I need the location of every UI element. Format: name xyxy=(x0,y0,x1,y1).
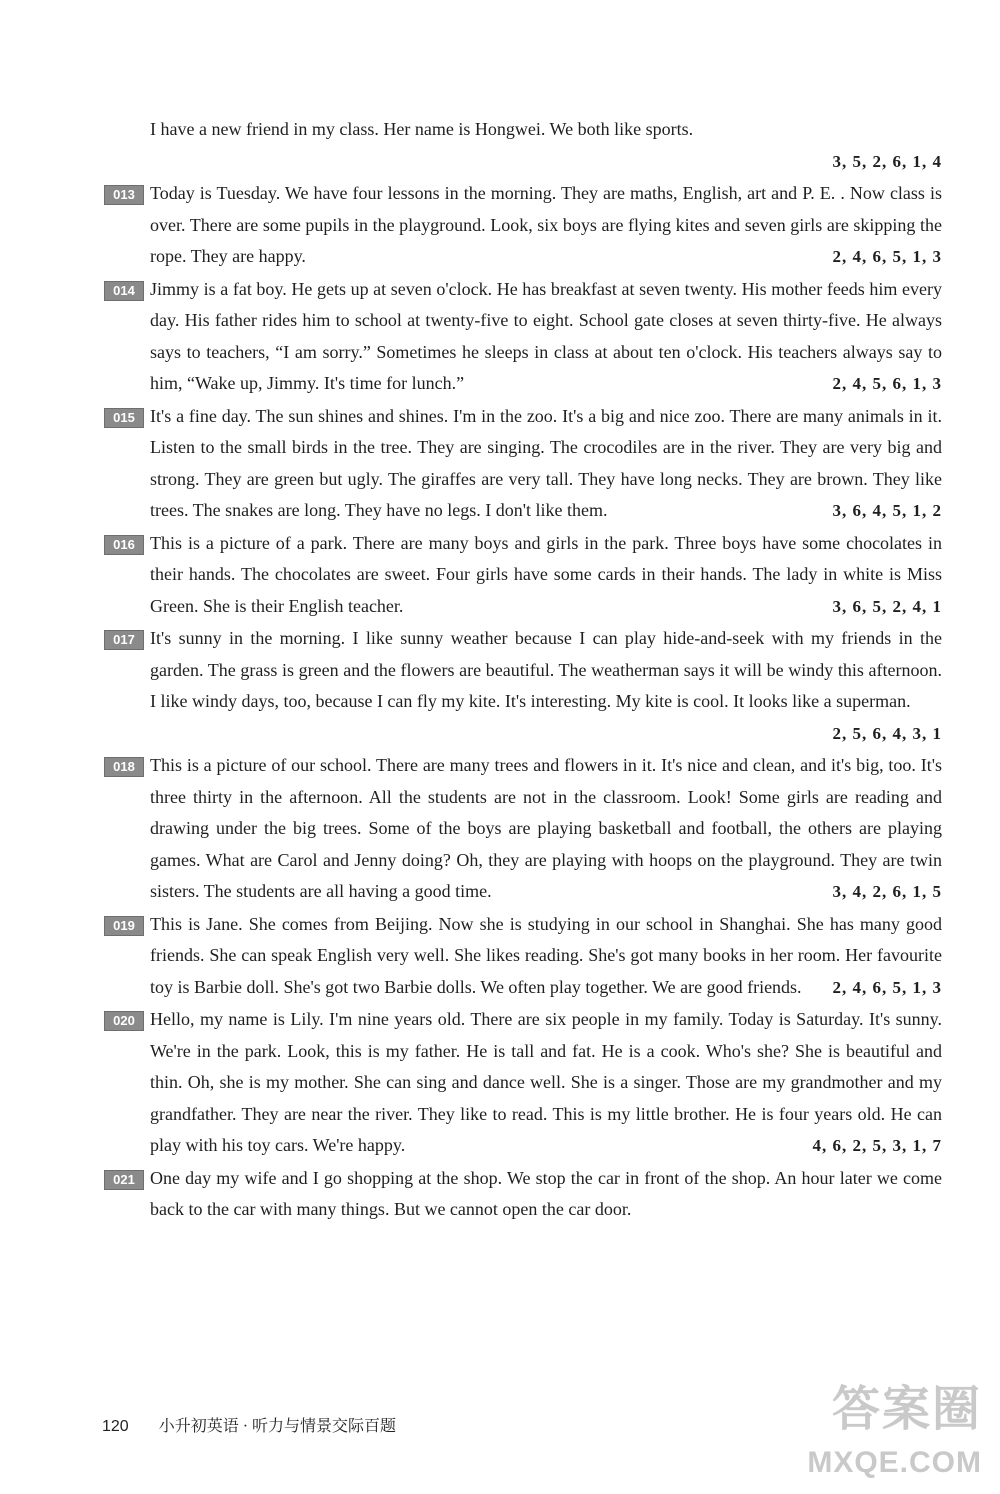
paragraph-text: It's sunny in the morning. I like sunny weather because I can play hide-and-seek with my friends in the garden. The grass is green and the flowers are beautiful. The weatherman says it will be windy this afternoon. I like windy days, too, because I can fly my kite. It's interesting. My kite is cool. It looks like a superman. xyxy=(150,628,942,711)
paragraph-text: It's a fine day. The sun shines and shines. I'm in the zoo. It's a big and nice zoo. There are many animals in it. Listen to the small birds in the tree. They are singing. The crocodiles are in the river. They are very big and strong. They are green but ugly. The giraffes are very tall. They have long necks. They are brown. They like trees. The snakes are long. They have no legs. I don't like them. xyxy=(150,405,942,520)
question-number-badge: 015 xyxy=(104,408,144,428)
page-footer xyxy=(102,1413,396,1436)
question-paragraph xyxy=(100,1163,942,1226)
paragraph-text: Jimmy is a fat boy. He gets up at seven o'clock. He has breakfast at seven twenty. His mother feeds him every day. His father rides him to school at twenty-five to eight. School gate closes at seven thirty-five. He always says to teachers, “I am sorry.” Sometimes he sleeps in class at about ten o'clock. His teachers always say to him, “Wake up, Jimmy. It's time for lunch.” xyxy=(150,278,942,393)
answer-key: 3, 4, 2, 6, 1, 5 xyxy=(832,882,942,901)
answer-key: 3, 6, 4, 5, 1, 2 xyxy=(832,501,942,520)
paragraph-text: This is a picture of a park. There are many boys and girls in the park. Three boys have some chocolates in their hands. The chocolates are sweet. Four girls have some cards in their hands. The lady in white is Miss Green. She is their English teacher. xyxy=(150,532,942,616)
question-number-badge: 021 xyxy=(104,1170,144,1190)
answer-key: 3, 6, 5, 2, 4, 1 xyxy=(832,596,942,616)
watermark-url: MXQE.COM xyxy=(807,1446,982,1479)
question-paragraph xyxy=(100,623,942,749)
question-paragraph xyxy=(100,178,942,273)
paragraph-text: One day my wife and I go shopping at the shop. We stop the car in front of the shop. An hour later we come back to the car with many things. But we cannot open the car door. xyxy=(150,1167,942,1219)
answer-key: 2, 4, 6, 5, 1, 3 xyxy=(832,977,942,997)
question-paragraph xyxy=(100,528,942,623)
page-number: 120 xyxy=(102,1418,129,1435)
question-number-badge: 016 xyxy=(104,535,144,555)
question-number-badge: 017 xyxy=(104,630,144,650)
answer-key: 2, 4, 5, 6, 1, 3 xyxy=(832,374,942,393)
question-paragraph xyxy=(100,1004,942,1162)
listening-script-text xyxy=(100,114,942,1226)
question-paragraph xyxy=(100,750,942,908)
question-paragraph xyxy=(100,274,942,400)
question-number-badge: 013 xyxy=(104,185,144,205)
continuation-paragraph xyxy=(100,114,942,177)
paragraph-text: This is Jane. She comes from Beijing. Now she is studying in our school in Shanghai. She has many good friends. She can speak English very well. She likes reading. She's got many books in her room. Her favourite toy is Barbie doll. She's got two Barbie dolls. We often play together. We are good friends. xyxy=(150,913,942,997)
question-number-badge: 019 xyxy=(104,916,144,936)
paragraph-text: I have a new friend in my class. Her name is Hongwei. We both like sports. xyxy=(150,119,694,139)
watermark-logo: 答案圈 xyxy=(831,1381,982,1437)
answer-key: 4, 6, 2, 5, 3, 1, 7 xyxy=(812,1136,942,1155)
answer-key: 2, 5, 6, 4, 3, 1 xyxy=(832,723,942,743)
paragraph-text: Hello, my name is Lily. I'm nine years old. There are six people in my family. Today is Saturday. It's sunny. We're in the park. Look, this is my father. He is tall and fat. He is a cook. Who's she? She is beautiful and thin. Oh, she is my mother. She can sing and dance well. She is a singer. Those are my grandmother and my grandfather. They are near the river. They like to read. This is my little brother. He is four years old. He can play with his toy cars. We're happy. xyxy=(150,1009,942,1155)
book-title: 小升初英语 · 听力与情景交际百题 xyxy=(158,1418,397,1435)
paragraph-text: Today is Tuesday. We have four lessons in the morning. They are maths, English, art and P. E. . Now class is over. There are some pupils in the playground. Look, six boys are flying kites and seven girls are skipping the rope. They are happy. xyxy=(150,183,942,266)
paragraph-text: This is a picture of our school. There are many trees and flowers in it. It's nice and clean, and it's big, too. It's three thirty in the afternoon. All the students are not in the classroom. Look! Some girls are reading and drawing under the big trees. Some of the boys are playing basketball and football, the others are playing games. What are Carol and Jenny doing? Oh, they are playing with hoops on the playground. They are twin sisters. The students are all having a good time. xyxy=(150,755,942,901)
question-number-badge: 014 xyxy=(104,281,144,301)
question-paragraph xyxy=(100,909,942,1004)
question-number-badge: 018 xyxy=(104,757,144,777)
watermark xyxy=(752,1370,982,1480)
question-number-badge: 020 xyxy=(104,1011,144,1031)
answer-key: 2, 4, 6, 5, 1, 3 xyxy=(832,247,942,266)
question-paragraph xyxy=(100,401,942,527)
answer-key: 3, 5, 2, 6, 1, 4 xyxy=(832,151,942,171)
